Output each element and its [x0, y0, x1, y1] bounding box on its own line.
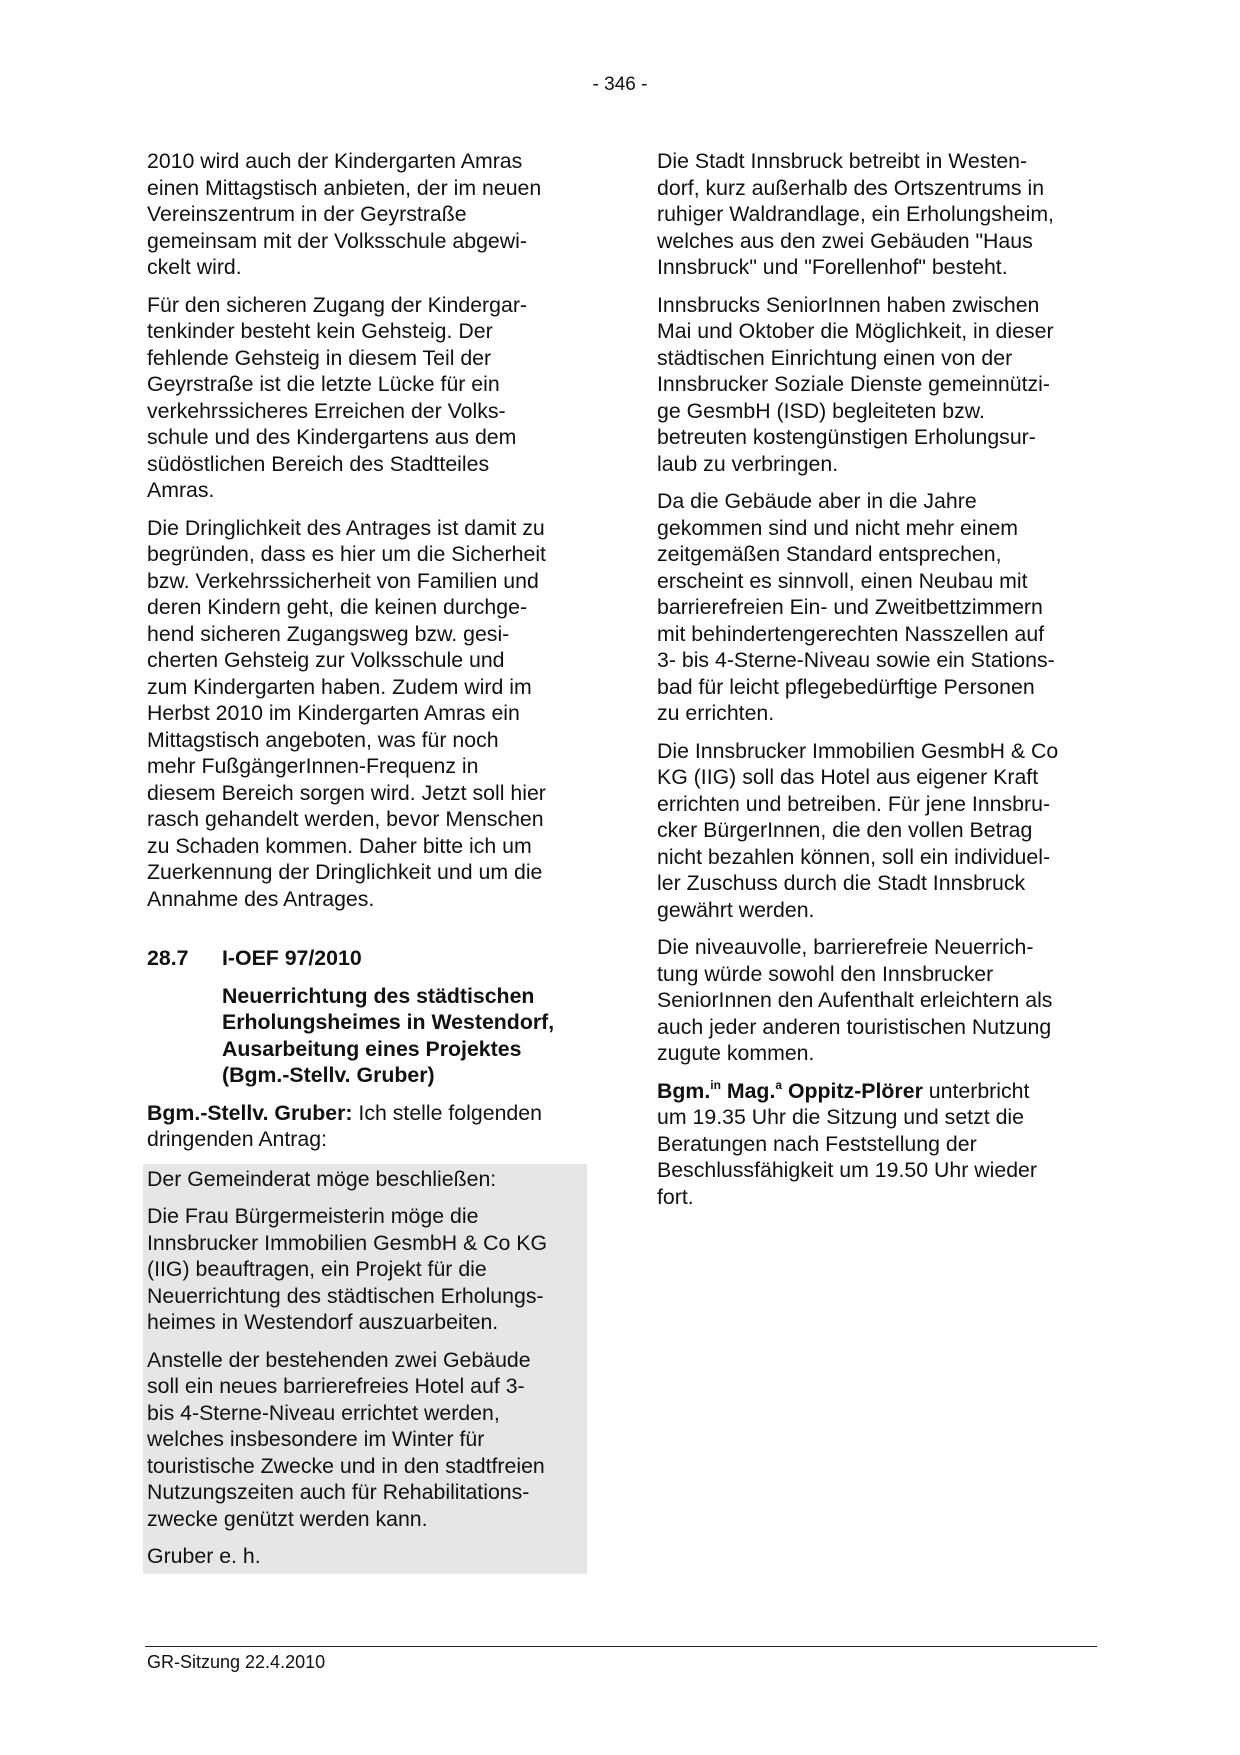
pause-text: unterbricht [922, 1078, 1030, 1103]
text-line: bis 4-Sterne-Niveau errichtet werden, [147, 1400, 500, 1425]
text-line: zum Kindergarten haben. Zudem wird im [147, 674, 532, 699]
paragraph [147, 515, 587, 913]
text-line: Innsbruck" und "Forellenhof" besteht. [657, 255, 1008, 279]
paragraph [657, 292, 1097, 478]
text-line: zu errichten. [657, 701, 775, 725]
text-line: mehr FußgängerInnen-Frequenz in [147, 754, 479, 778]
text-line: laub zu verbringen. [657, 451, 839, 476]
text-line: Ausarbeitung eines Projektes [222, 1036, 522, 1061]
left-column [147, 148, 587, 1574]
paragraph [657, 148, 1097, 281]
text-line: hend sicheren Zugangsweg bzw. gesi- [147, 621, 510, 646]
motion-paragraph [147, 1347, 583, 1533]
speaker-name: Bgm.-Stellv. Gruber: [147, 1100, 353, 1125]
mayor-title: Bgm.$^{in}$ Mag.$^a$ Oppitz-Plörer [657, 1077, 923, 1103]
text-line: bzw. Verkehrssicherheit von Familien und [147, 568, 539, 593]
pause-text-lines [657, 1104, 1097, 1210]
text-line: Vereinszentrum in der Geyrstraße [147, 202, 467, 226]
text-line: ckelt wird. [147, 255, 242, 279]
text-line: Die Frau Bürgermeisterin möge die [147, 1204, 479, 1228]
text-line: zwecke genützt werden kann. [147, 1506, 428, 1531]
text-line: Die Dringlichkeit des Antrages ist damit zu [147, 515, 545, 540]
text-line: Innsbrucker Immobilien GesmbH & Co KG [147, 1230, 548, 1255]
text-line: (IIG) beauftragen, ein Projekt für die [147, 1257, 487, 1281]
text-line: ge GesmbH (ISD) begleiteten bzw. [657, 398, 985, 423]
text-line: KG (IIG) soll das Hotel aus eigener Kraft [657, 765, 1039, 789]
text-line: Innsbrucks SeniorInnen haben zwischen [657, 292, 1040, 317]
text-line: Neuerrichtung des städtischen [222, 983, 535, 1008]
text-line: Mittagstisch angeboten, was für noch [147, 727, 499, 752]
paragraph [657, 488, 1097, 727]
text-line: heimes in Westendorf auszuarbeiten. [147, 1310, 499, 1334]
text-line: gekommen sind und nicht mehr einem [657, 515, 1019, 540]
text-line: gewährt werden. [657, 897, 815, 922]
text-line: Die niveauvolle, barrierefreie Neuerrich- [657, 935, 1034, 959]
text-line: um 19.35 Uhr die Sitzung und setzt die [657, 1105, 1024, 1129]
text-line: touristische Zwecke und in den stadtfreien [147, 1453, 545, 1478]
text-line: welches aus den zwei Gebäuden "Haus [657, 228, 1033, 253]
agenda-item-heading [147, 945, 587, 972]
text-line: mit behindertengerechten Nasszellen auf [657, 621, 1045, 646]
text-line: Innsbrucker Soziale Dienste gemeinnützi- [657, 372, 1051, 396]
speaker-statement [147, 1100, 587, 1153]
motion-intro: Der Gemeinderat möge beschließen: [147, 1166, 497, 1191]
text-line: Anstelle der bestehenden zwei Gebäude [147, 1347, 531, 1372]
text-line: Amras. [147, 478, 215, 502]
text-line: deren Kindern geht, die keinen durchge- [147, 595, 528, 619]
text-line: zugute kommen. [657, 1041, 815, 1065]
text-line: gemeinsam mit der Volksschule abgewi- [147, 228, 527, 253]
text-line: bad für leicht pflegebedürftige Personen [657, 674, 1035, 699]
text-line: Geyrstraße ist die letzte Lücke für ein [147, 372, 500, 396]
text-line: Die Innsbrucker Immobilien GesmbH & Co [657, 738, 1059, 763]
text-line: diesem Bereich sorgen wird. Jetzt soll hier [147, 780, 546, 805]
speaker-text: Ich stelle folgenden [352, 1100, 542, 1125]
motion-signature: Gruber e. h. [147, 1544, 261, 1568]
text-line: 2010 wird auch der Kindergarten Amras [147, 149, 523, 173]
agenda-code: I-OEF 97/2010 [222, 946, 362, 970]
text-line: verkehrssicheres Erreichen der Volks- [147, 398, 506, 423]
text-line: tenkinder besteht kein Gehsteig. Der [147, 319, 493, 343]
text-line: barrierefreien Ein- und Zweitbettzimmern [657, 595, 1043, 619]
text-line: Annahme des Antrages. [147, 886, 375, 911]
text-line: Herbst 2010 im Kindergarten Amras ein [147, 701, 520, 725]
text-line: einen Mittagstisch anbieten, der im neuen [147, 175, 542, 200]
text-line: welches insbesondere im Winter für [147, 1427, 485, 1451]
text-line: soll ein neues barrierefreies Hotel auf 3- [147, 1374, 525, 1398]
paragraph [657, 934, 1097, 1067]
page-number: - 346 - [592, 74, 648, 95]
text-line: zu Schaden kommen. Daher bitte ich um [147, 833, 532, 858]
text-line: dorf, kurz außerhalb des Ortszentrums in [657, 175, 1045, 200]
motion-paragraph [147, 1203, 583, 1336]
agenda-number: 28.7 [147, 946, 189, 970]
text-line: cherten Gehsteig zur Volksschule und [147, 648, 505, 672]
text-line: cker BürgerInnen, die den vollen Betrag [657, 818, 1033, 842]
text-line: errichten und betreiben. Für jene Innsbru- [657, 791, 1051, 816]
text-line: Erholungsheimes in Westendorf, [222, 1010, 555, 1034]
motion-box [143, 1164, 587, 1574]
text-line: Zuerkennung der Dringlichkeit und um die [147, 860, 543, 884]
paragraph [657, 738, 1097, 924]
text-line: fort. [657, 1184, 694, 1209]
text-line: Neuerrichtung des städtischen Erholungs- [147, 1283, 544, 1308]
right-column [657, 148, 1097, 1221]
text-line: begründen, dass es hier um die Sicherheit [147, 542, 546, 566]
text-line: Mai und Oktober die Möglichkeit, in dieser [657, 319, 1054, 343]
text-line: südöstlichen Bereich des Stadtteiles [147, 451, 490, 476]
text-line: 3- bis 4-Sterne-Niveau sowie ein Stations- [657, 648, 1055, 672]
text-line: (Bgm.-Stellv. Gruber) [222, 1063, 435, 1087]
text-line: SeniorInnen den Aufenthalt erleichtern als [657, 988, 1053, 1012]
text-line: rasch gehandelt werden, bevor Menschen [147, 807, 544, 831]
text-line: ruhiger Waldrandlage, ein Erholungsheim, [657, 202, 1054, 226]
text-line: erscheint es sinnvoll, einen Neubau mit [657, 568, 1028, 593]
text-line: Da die Gebäude aber in die Jahre [657, 489, 977, 513]
text-line: Beratungen nach Feststellung der [657, 1131, 977, 1156]
footer-divider [145, 1646, 1097, 1647]
paragraph [147, 148, 587, 281]
agenda-title [222, 983, 587, 1089]
session-pause-note [657, 1078, 1097, 1211]
footer-text: GR-Sitzung 22.4.2010 [147, 1652, 326, 1672]
text-line: schule und des Kindergartens aus dem [147, 425, 517, 449]
text-line: zeitgemäßen Standard entsprechen, [657, 542, 1002, 566]
text-line: fehlende Gehsteig in diesem Teil der [147, 345, 492, 370]
text-line: Beschlussfähigkeit um 19.50 Uhr wieder [657, 1158, 1037, 1182]
speaker-text-line2: dringenden Antrag: [147, 1127, 327, 1151]
text-line: Nutzungszeiten auch für Rehabilitations- [147, 1480, 530, 1504]
text-line: städtischen Einrichtung einen von der [657, 345, 1013, 370]
text-line: ler Zuschuss durch die Stadt Innsbruck [657, 871, 1026, 895]
text-line: auch jeder anderen touristischen Nutzung [657, 1014, 1052, 1039]
text-line: tung würde sowohl den Innsbrucker [657, 961, 994, 986]
text-line: nicht bezahlen können, soll ein individuel- [657, 844, 1051, 869]
text-line: betreuten kostengünstigen Erholungsur- [657, 425, 1036, 449]
text-line: Die Stadt Innsbruck betreibt in Westen- [657, 149, 1028, 173]
paragraph [147, 292, 587, 504]
text-line: Für den sicheren Zugang der Kindergar- [147, 292, 528, 317]
